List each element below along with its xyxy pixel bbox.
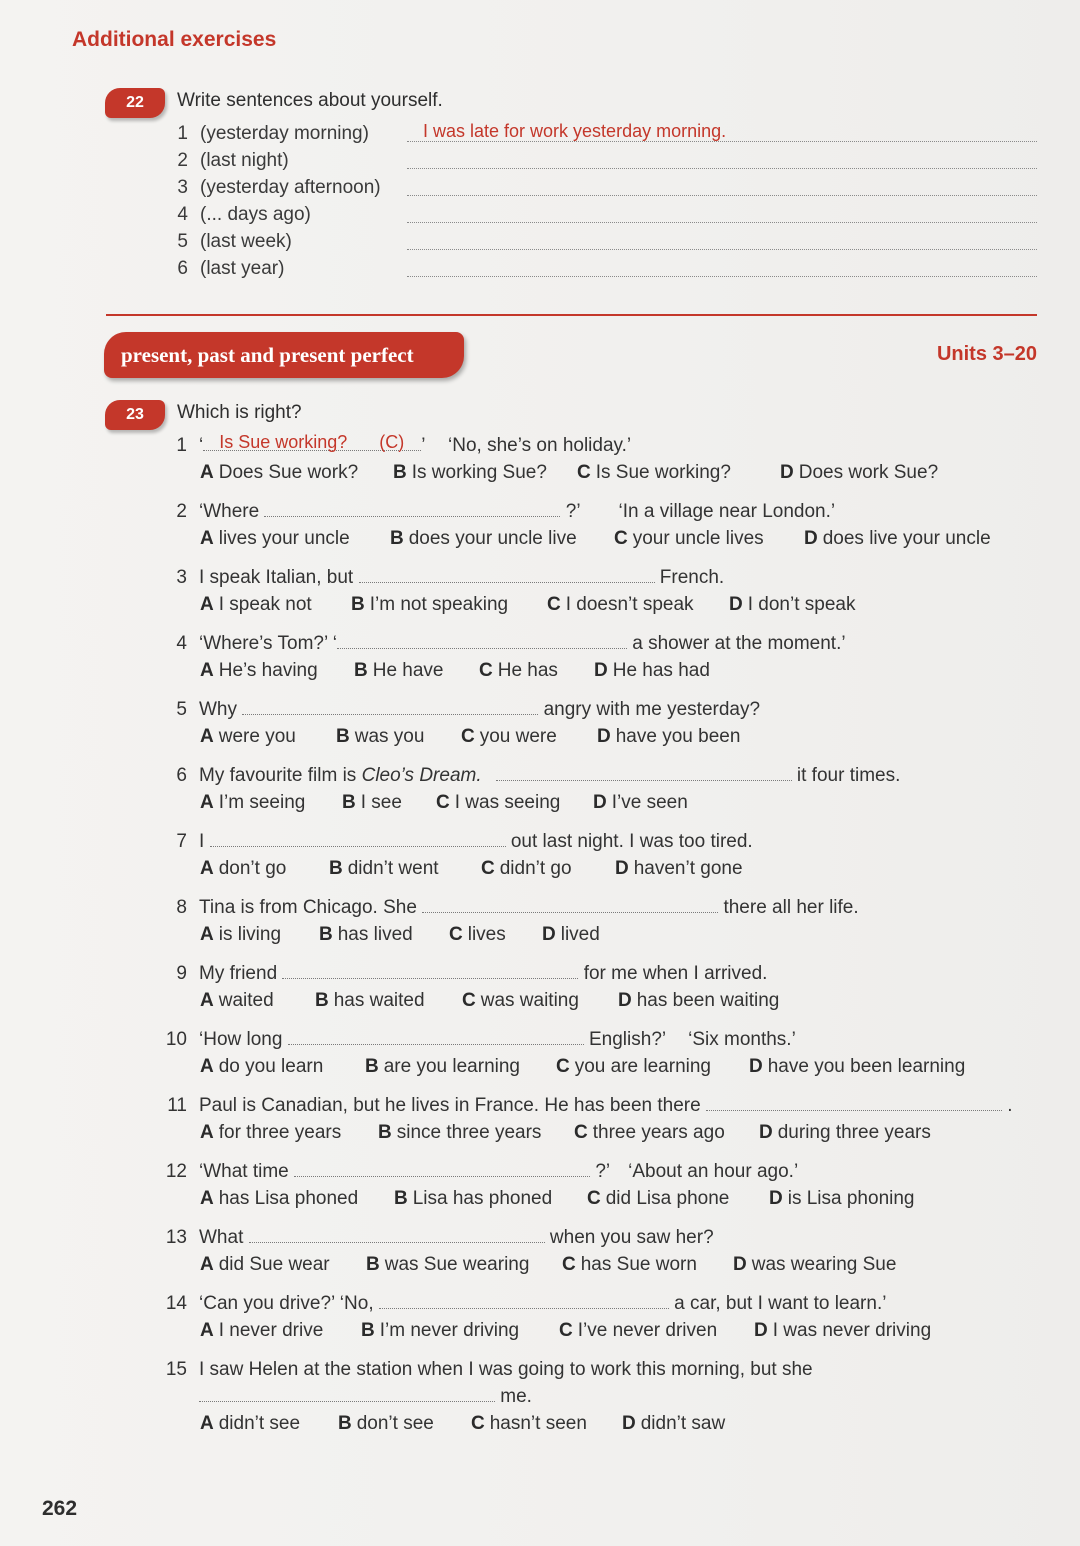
option-d[interactable]: D haven’t gone [615, 858, 743, 879]
exercise-23-badge: 23 [105, 400, 165, 430]
option-c[interactable]: C I’ve never driven [559, 1320, 718, 1341]
topic-banner: present, past and present perfect [104, 332, 464, 378]
exercise-23-instruction: Which is right? [177, 402, 302, 423]
option-a[interactable]: A lives your uncle [200, 528, 350, 549]
question-number: 11 [167, 1095, 187, 1116]
question-number: 8 [176, 897, 187, 918]
option-a[interactable]: A didn’t see [200, 1413, 301, 1434]
reply-text: ‘No, she’s on holiday.’ [448, 435, 632, 456]
option-c[interactable]: C you were [461, 726, 557, 747]
option-d[interactable]: D has been waiting [618, 990, 780, 1011]
item-prompt: (last night) [200, 150, 289, 171]
film-title: Cleo’s Dream. [361, 765, 482, 786]
option-b[interactable]: B I’m never driving [361, 1320, 520, 1341]
question-text: ‘How long English?’ ‘Six months.’ [199, 1029, 796, 1050]
question-text: I out last night. I was too tired. [199, 831, 753, 852]
item-prompt: (last week) [200, 231, 292, 252]
question-number: 1 [176, 435, 187, 456]
question-number: 4 [176, 633, 187, 654]
question-text: Paul is Canadian, but he lives in France. He has been there . [199, 1095, 1013, 1116]
question-number: 9 [176, 963, 187, 984]
option-a[interactable]: A do you learn [200, 1056, 324, 1077]
option-a[interactable]: A waited [200, 990, 274, 1011]
answer-blank[interactable] [706, 1096, 1002, 1111]
question-text: Why angry with me yesterday? [199, 699, 761, 720]
answer-blank[interactable] [210, 832, 506, 847]
quote-close: ’ [421, 435, 425, 456]
answer-line-2[interactable] [407, 168, 1037, 169]
item-number: 6 [177, 258, 188, 279]
question-text: My favourite film is Cleo’s Dream. it four times. [199, 765, 901, 786]
option-c[interactable]: C has Sue worn [562, 1254, 697, 1275]
question-number: 13 [165, 1227, 187, 1248]
option-c[interactable]: C three years ago [574, 1122, 725, 1143]
units-reference: Units 3–20 [936, 343, 1037, 365]
option-b[interactable]: B I’m not speaking [351, 594, 509, 615]
item-number: 5 [177, 231, 188, 252]
item-prompt: (yesterday morning) [200, 123, 369, 144]
question-text: I speak Italian, but French. [199, 567, 725, 588]
option-a[interactable]: A for three years [200, 1122, 342, 1143]
answer-blank[interactable] [496, 766, 792, 781]
question-number: 12 [165, 1161, 187, 1182]
example-answer: Is Sue working? [219, 432, 348, 452]
example-answer: I was late for work yesterday morning. [423, 121, 727, 141]
question-text: ‘Can you drive?’ ‘No, a car, but I want to learn.’ [199, 1293, 887, 1314]
answer-line-3[interactable] [407, 195, 1037, 196]
exercise-22-badge: 22 [105, 88, 165, 118]
option-d[interactable]: D was wearing Sue [733, 1254, 897, 1275]
exercise-22-instruction: Write sentences about yourself. [177, 90, 443, 111]
question-number: 7 [176, 831, 187, 852]
item-number: 4 [177, 204, 188, 225]
answer-blank[interactable] [422, 898, 718, 913]
question-text: Tina is from Chicago. She there all her life. [199, 897, 859, 918]
option-c[interactable]: C was waiting [462, 990, 579, 1011]
reply-text: ‘In a village near London.’ [618, 501, 836, 522]
option-d[interactable]: D is Lisa phoning [769, 1188, 915, 1209]
answer-line-6[interactable] [407, 276, 1037, 277]
answer-blank[interactable] [249, 1228, 545, 1243]
option-b[interactable]: B didn’t went [329, 858, 439, 879]
item-prompt: (last year) [200, 258, 285, 279]
question-text [199, 432, 632, 457]
reply-text: ‘About an hour ago.’ [628, 1161, 799, 1182]
option-c[interactable]: C lives [449, 924, 506, 945]
question-number: 10 [165, 1029, 187, 1050]
option-b[interactable]: B does your uncle live [390, 528, 577, 549]
option-d[interactable]: D He has had [594, 660, 710, 681]
option-a[interactable]: A has Lisa phoned [200, 1188, 359, 1209]
answer-blank[interactable] [359, 568, 655, 583]
item-number: 1 [177, 123, 188, 144]
question-number: 2 [176, 501, 187, 522]
answer-blank[interactable] [282, 964, 578, 979]
question-number: 3 [176, 567, 187, 588]
item-number: 2 [177, 150, 188, 171]
question-number: 15 [165, 1359, 187, 1380]
option-b[interactable]: B was Sue wearing [366, 1254, 530, 1275]
option-c[interactable]: C I was seeing [436, 792, 561, 813]
option-c[interactable]: C you are learning [556, 1056, 711, 1077]
answer-blank[interactable] [203, 432, 421, 452]
answer-blank[interactable] [288, 1030, 584, 1045]
option-c[interactable]: C He has [479, 660, 558, 681]
option-c[interactable]: C I doesn’t speak [547, 594, 694, 615]
option-a[interactable]: A I never drive [200, 1320, 324, 1341]
option-d[interactable]: D during three years [759, 1122, 931, 1143]
section-divider [106, 314, 1037, 316]
question-text: ‘Where ?’ ‘In a village near London.’ [199, 501, 836, 522]
option-b[interactable]: B I see [342, 792, 402, 813]
item-number: 3 [177, 177, 188, 198]
option-c[interactable]: C did Lisa phone [587, 1188, 730, 1209]
option-a[interactable]: A is living [200, 924, 282, 945]
option-c[interactable]: C Is Sue working? [577, 462, 731, 483]
question-text-continued: me. [199, 1386, 532, 1408]
question-number: 5 [176, 699, 187, 720]
question-number: 14 [165, 1293, 187, 1314]
question-text: ‘Where’s Tom?’ ‘ a shower at the moment.’ [199, 633, 846, 654]
option-c[interactable]: C didn’t go [481, 858, 572, 879]
option-a[interactable]: A were you [200, 726, 296, 747]
option-b[interactable]: B was you [336, 726, 425, 747]
option-d[interactable]: D didn’t saw [622, 1413, 726, 1434]
page-number: 262 [42, 1497, 78, 1520]
option-d[interactable]: D Does work Sue? [780, 462, 939, 483]
option-d[interactable]: D have you been learning [749, 1056, 966, 1077]
option-a[interactable]: A I’m seeing [200, 792, 306, 813]
example-choice: (C) [379, 432, 405, 452]
answer-blank[interactable] [264, 502, 560, 517]
answer-blank[interactable] [337, 634, 627, 649]
answer-blank[interactable] [294, 1162, 590, 1177]
question-text: What when you saw her? [199, 1227, 714, 1248]
option-d[interactable]: D I was never driving [754, 1320, 932, 1341]
answer-line-5[interactable] [407, 249, 1037, 250]
question-text: ‘What time ?’ ‘About an hour ago.’ [199, 1161, 799, 1182]
item-prompt: (yesterday afternoon) [200, 177, 381, 198]
option-b[interactable]: B has waited [315, 990, 425, 1011]
option-a[interactable]: A He’s having [200, 660, 318, 681]
item-prompt: (... days ago) [200, 204, 311, 225]
answer-line-4[interactable] [407, 222, 1037, 223]
option-d[interactable]: D have you been [597, 726, 741, 747]
option-b[interactable]: B are you learning [365, 1056, 520, 1077]
question-text: My friend for me when I arrived. [199, 963, 768, 984]
option-d[interactable]: D I don’t speak [729, 594, 856, 615]
option-b[interactable]: B don’t see [338, 1413, 434, 1434]
quote-open: ‘ [199, 435, 204, 456]
option-b[interactable]: B since three years [378, 1122, 542, 1143]
option-b[interactable]: B He have [354, 660, 444, 681]
option-a[interactable]: A did Sue wear [200, 1254, 330, 1275]
option-a[interactable]: A I speak not [200, 594, 312, 615]
option-b[interactable]: B Lisa has phoned [394, 1188, 553, 1209]
answer-blank[interactable] [379, 1294, 669, 1309]
question-number: 6 [176, 765, 187, 786]
answer-blank[interactable] [242, 700, 538, 715]
option-a[interactable]: A don’t go [200, 858, 287, 879]
option-d[interactable]: D does live your uncle [804, 528, 991, 549]
option-a[interactable]: A Does Sue work? [200, 462, 359, 483]
option-c[interactable]: C hasn’t seen [471, 1413, 587, 1434]
option-b[interactable]: B Is working Sue? [393, 462, 547, 483]
section-title: Additional exercises [72, 28, 277, 51]
answer-blank[interactable] [199, 1387, 495, 1402]
option-c[interactable]: C your uncle lives [614, 528, 764, 549]
option-b[interactable]: B has lived [319, 924, 413, 945]
option-d[interactable]: D I’ve seen [593, 792, 688, 813]
reply-text: ‘Six months.’ [688, 1029, 796, 1050]
option-d[interactable]: D lived [542, 924, 600, 945]
question-text: I saw Helen at the station when I was going to work this morning, but she [199, 1359, 813, 1380]
